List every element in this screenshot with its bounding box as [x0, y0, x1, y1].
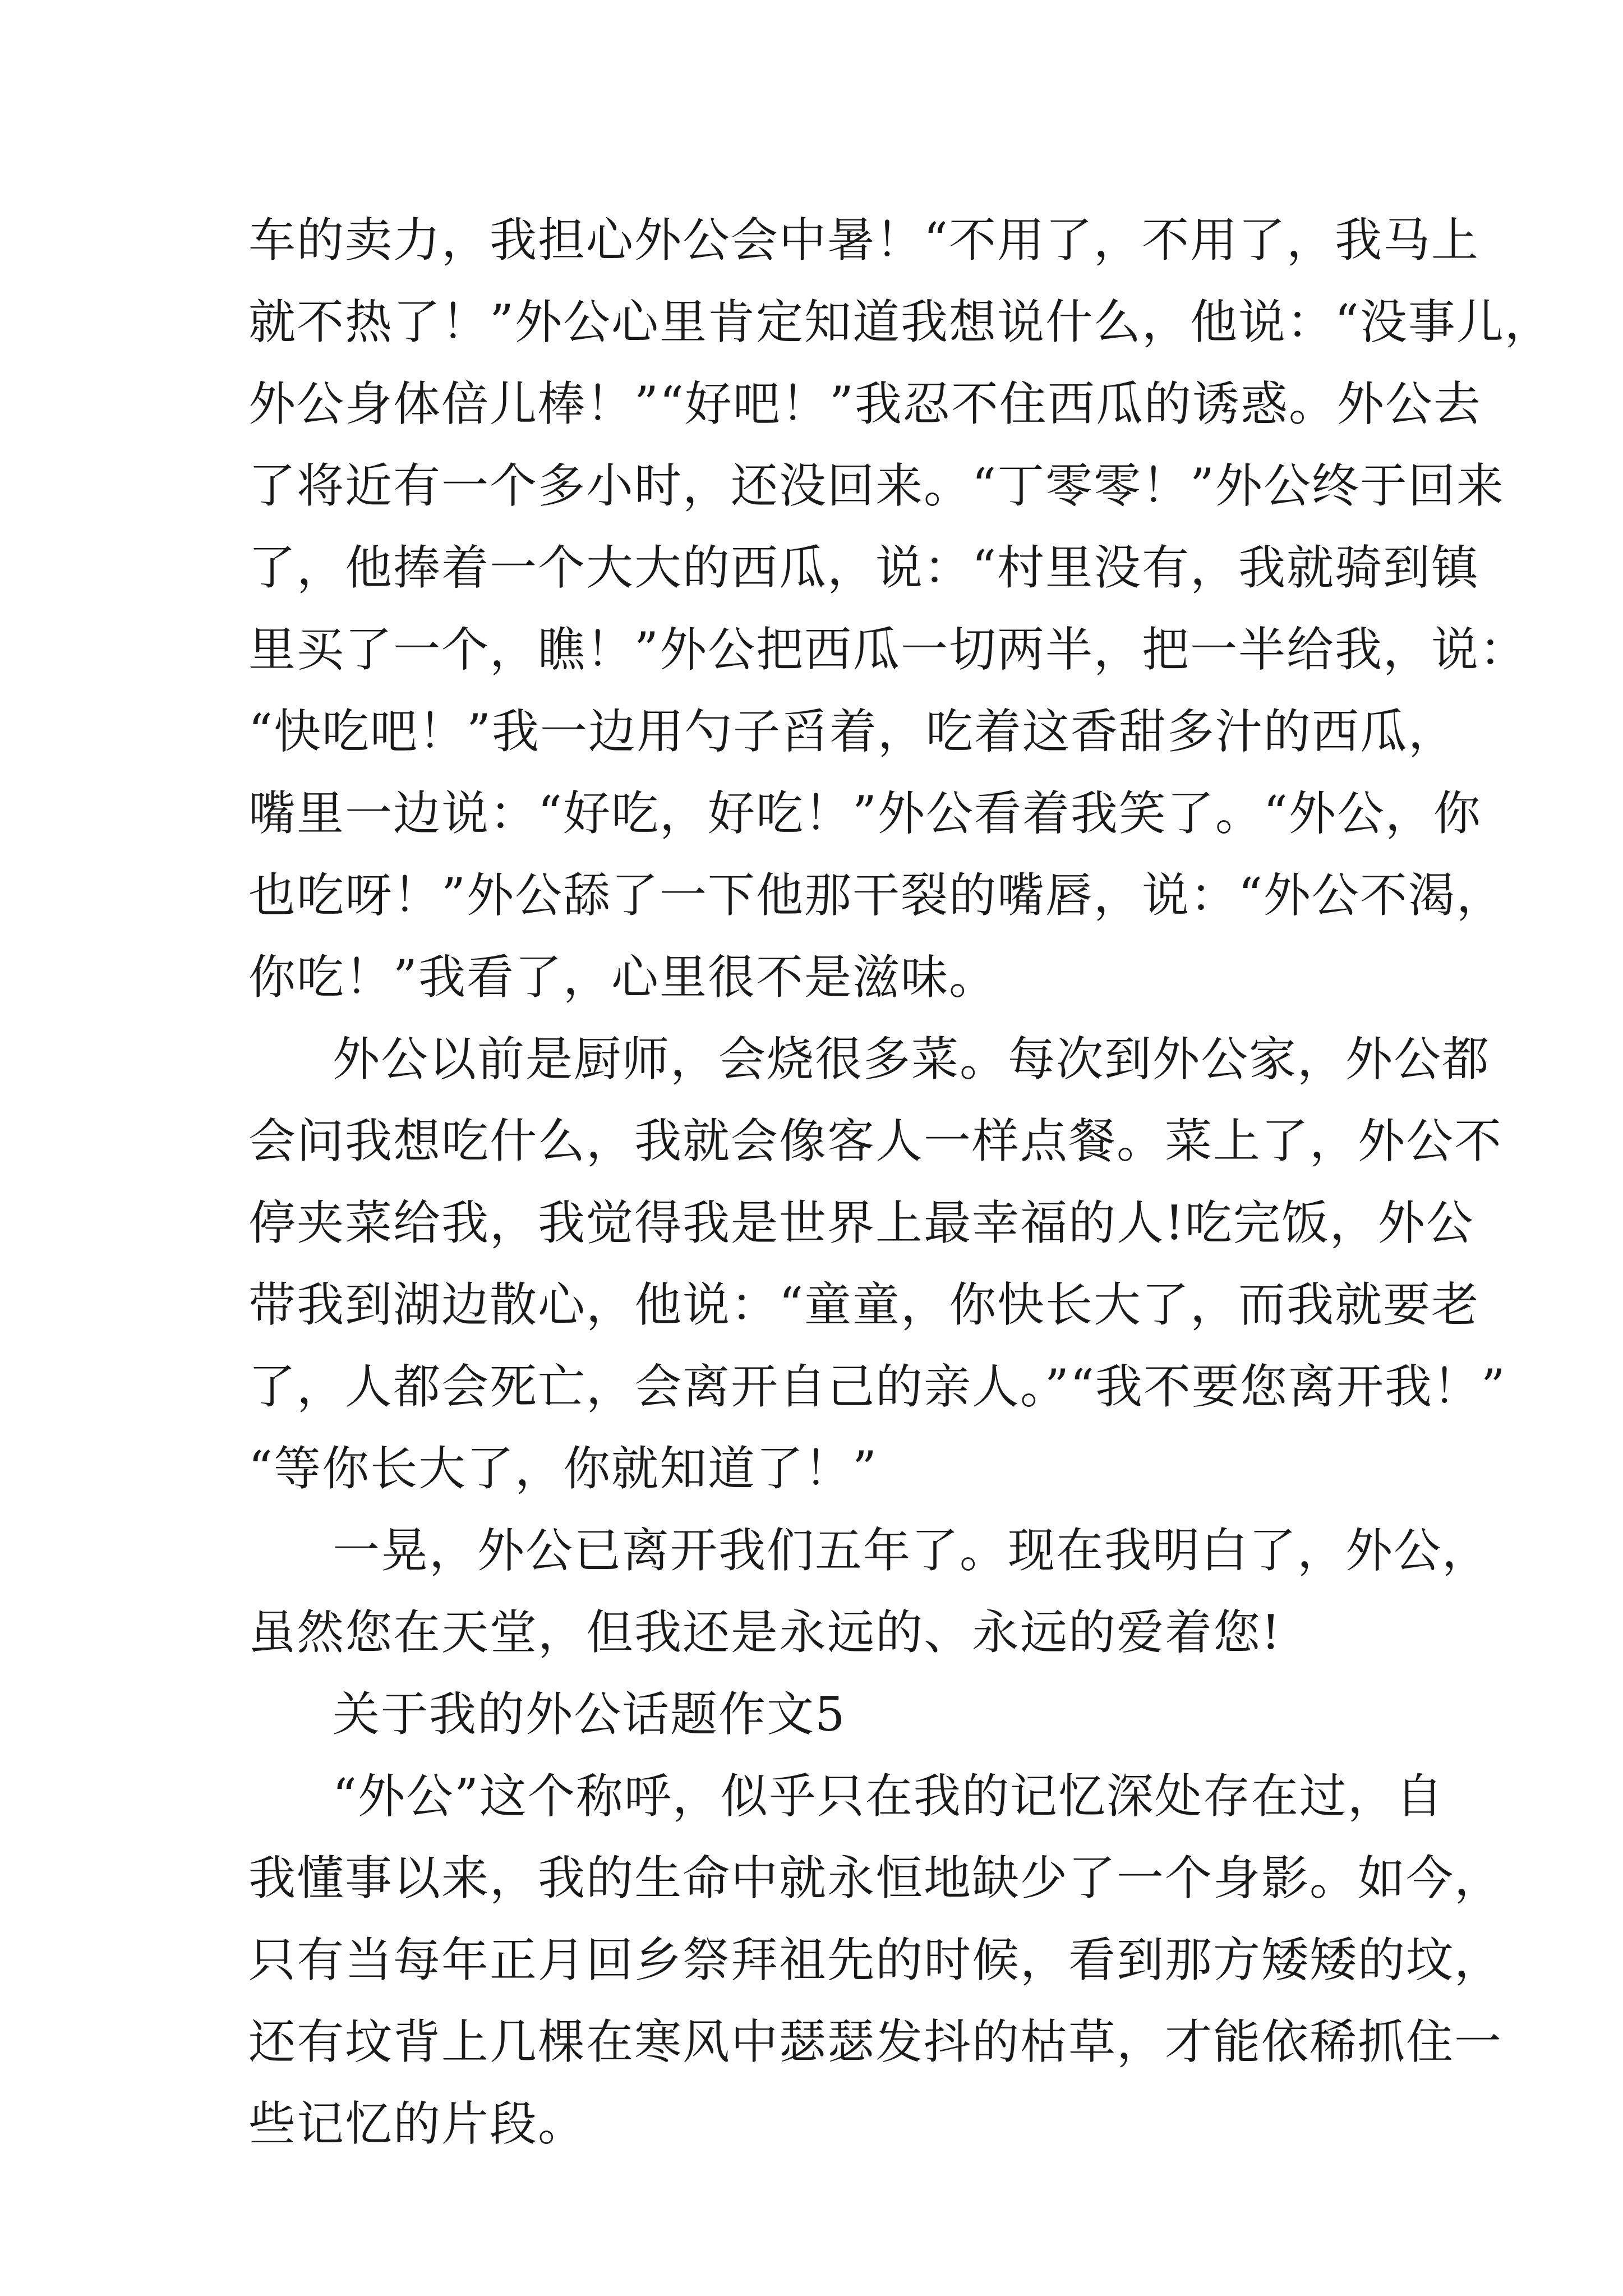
- paragraph-first-line: 外公以前是厨师，会烧很多菜。每次到外公家，外公都: [333, 1032, 1491, 1087]
- section-heading: 关于我的外公话题作文5: [333, 1687, 846, 1742]
- text-line: 带我到湖边散心，他说：“童童，你快长大了，而我就要老: [248, 1277, 1479, 1332]
- text-line: 了将近有一个多小时，还没回来。“丁零零！”外公终于回来: [248, 458, 1505, 513]
- paragraph-first-line: “外公”这个称呼，似乎只在我的记忆深处存在过，自: [333, 1769, 1444, 1824]
- text-line: “等你长大了，你就知道了！”: [248, 1441, 878, 1496]
- text-line: 我懂事以来，我的生命中就永恒地缺少了一个身影。如今，: [248, 1851, 1503, 1906]
- text-line: 也吃呀！”外公舔了一下他那干裂的嘴唇，说：“外公不渴，: [248, 868, 1505, 923]
- text-line: 了，他捧着一个大大的西瓜，说：“村里没有，我就骑到镇: [248, 540, 1479, 595]
- text-line: 虽然您在天堂，但我还是永远的、永远的爱着您!: [248, 1605, 1281, 1660]
- paragraph-first-line: 一晃，外公已离开我们五年了。现在我明白了，外公，: [333, 1523, 1491, 1578]
- text-line: 了，人都会死亡，会离开自己的亲人。”“我不要您离开我！”: [248, 1359, 1506, 1414]
- text-line: 你吃！”我看了，心里很不是滋味。: [248, 950, 997, 1005]
- document-body: [248, 199, 1553, 2165]
- text-line: 些记忆的片段。: [248, 2096, 587, 2151]
- text-line: 停夹菜给我，我觉得我是世界上最幸福的人!吃完饭，外公: [248, 1195, 1474, 1250]
- text-line: 里买了一个，瞧！”外公把西瓜一切两半，把一半给我，说：: [248, 622, 1528, 677]
- text-line: 就不热了！”外公心里肯定知道我想说什么，他说：“没事儿，: [248, 295, 1553, 349]
- text-line: 外公身体倍儿棒！”“好吧！”我忍不住西瓜的诱惑。外公去: [248, 376, 1482, 431]
- text-line: 嘴里一边说：“好吃，好吃！”外公看着我笑了。“外公，你: [248, 786, 1482, 841]
- text-line: 会问我想吃什么，我就会像客人一样点餐。菜上了，外公不: [248, 1114, 1503, 1168]
- text-line: 车的卖力，我担心外公会中暑！“不用了，不用了，我马上: [248, 213, 1479, 268]
- text-line: 还有坟背上几棵在寒风中瑟瑟发抖的枯草，才能依稀抓住一: [248, 2014, 1503, 2069]
- text-line: 只有当每年正月回乡祭拜祖先的时候，看到那方矮矮的坟，: [248, 1932, 1503, 1987]
- text-line: “快吃吧！”我一边用勺子舀着，吃着这香甜多汁的西瓜，: [248, 704, 1456, 759]
